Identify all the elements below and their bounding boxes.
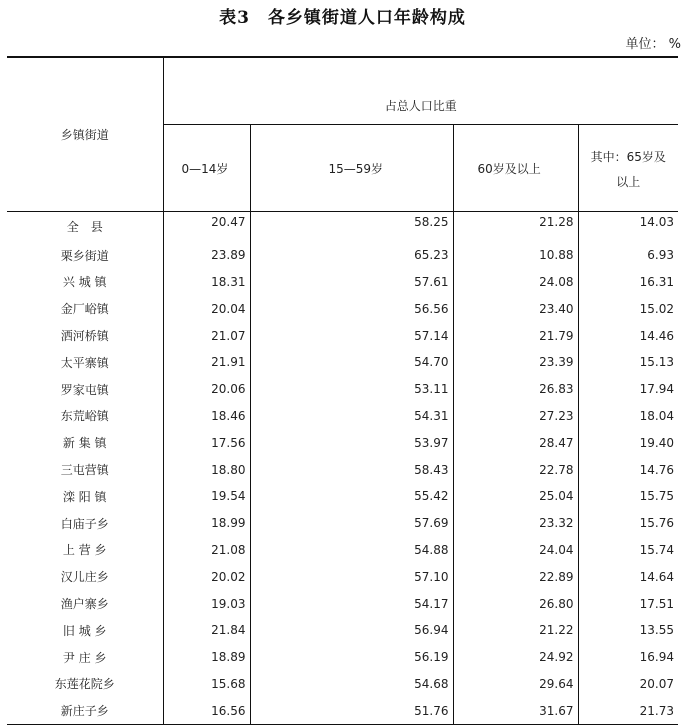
age-0-14-cell: 18.31 [163, 269, 250, 296]
age-60-plus-cell: 24.08 [453, 269, 578, 296]
age-0-14-cell: 20.04 [163, 295, 250, 322]
age-65-plus-cell: 14.03 [578, 212, 678, 242]
age-15-59-cell: 57.61 [250, 269, 453, 296]
table-row [7, 269, 678, 296]
age-60-plus-cell: 22.89 [453, 563, 578, 590]
region-name-cell: 太平寨镇 [60, 355, 109, 370]
age-15-59-cell: 58.25 [250, 212, 453, 242]
age-15-59-cell: 51.76 [250, 697, 453, 724]
header-age-60-plus: 60岁及以上 [453, 125, 578, 212]
table-row [7, 295, 678, 322]
unit-label: 单位： % [625, 37, 681, 52]
table-row [7, 697, 678, 724]
region-name-cell: 东莲花院乡 [54, 677, 115, 692]
age-65-plus-cell: 16.31 [578, 269, 678, 296]
age-60-plus-cell: 24.92 [453, 644, 578, 671]
age-0-14-cell: 18.99 [163, 510, 250, 537]
region-name-cell: 上 营 乡 [62, 543, 107, 558]
region-name-cell: 新 集 镇 [62, 436, 107, 451]
region-name-cell: 东荒峪镇 [60, 409, 109, 424]
table-row [7, 376, 678, 403]
age-0-14-cell: 17.56 [163, 429, 250, 456]
age-15-59-cell: 54.70 [250, 349, 453, 376]
header-region: 乡镇街道 [7, 57, 163, 212]
region-name-cell: 尹 庄 乡 [62, 650, 107, 665]
age-65-plus-cell: 18.04 [578, 403, 678, 430]
table-row [7, 671, 678, 698]
table-row [7, 456, 678, 483]
age-60-plus-cell: 26.80 [453, 590, 578, 617]
age-60-plus-cell: 23.39 [453, 349, 578, 376]
age-65-plus-cell: 15.13 [578, 349, 678, 376]
region-name-cell: 栗乡街道 [60, 248, 109, 263]
age-0-14-cell: 19.54 [163, 483, 250, 510]
age-60-plus-cell: 28.47 [453, 429, 578, 456]
age-60-plus-cell: 31.67 [453, 697, 578, 724]
age-65-plus-cell: 14.64 [578, 563, 678, 590]
age-15-59-cell: 56.19 [250, 644, 453, 671]
region-name-cell: 滦 阳 镇 [62, 489, 107, 504]
table-row [7, 349, 678, 376]
age-65-plus-cell: 6.93 [578, 242, 678, 269]
age-65-plus-cell: 14.76 [578, 456, 678, 483]
age-15-59-cell: 53.97 [250, 429, 453, 456]
age-15-59-cell: 53.11 [250, 376, 453, 403]
age-0-14-cell: 19.03 [163, 590, 250, 617]
region-name-cell: 三屯营镇 [60, 463, 109, 478]
age-65-plus-cell: 15.76 [578, 510, 678, 537]
age-0-14-cell: 20.06 [163, 376, 250, 403]
header-age-65-plus-line1: 其中：65岁及 [590, 150, 666, 164]
age-0-14-cell: 23.89 [163, 242, 250, 269]
age-60-plus-cell: 24.04 [453, 537, 578, 564]
age-60-plus-cell: 25.04 [453, 483, 578, 510]
age-60-plus-cell: 23.32 [453, 510, 578, 537]
age-15-59-cell: 56.56 [250, 295, 453, 322]
age-65-plus-cell: 15.75 [578, 483, 678, 510]
table-title: 表3 各乡镇街道人口年龄构成 [219, 8, 466, 28]
age-60-plus-cell: 26.83 [453, 376, 578, 403]
age-60-plus-cell: 29.64 [453, 671, 578, 698]
table-row [7, 322, 678, 349]
table-body [7, 212, 678, 725]
age-0-14-cell: 21.91 [163, 349, 250, 376]
region-name-cell: 新庄子乡 [7, 697, 163, 724]
age-60-plus-cell: 21.22 [453, 617, 578, 644]
age-0-14-cell: 18.46 [163, 403, 250, 430]
age-60-plus-cell: 27.23 [453, 403, 578, 430]
age-15-59-cell: 54.68 [250, 671, 453, 698]
age-0-14-cell: 21.07 [163, 322, 250, 349]
age-65-plus-cell: 21.73 [578, 697, 678, 724]
header-age-0-14: 0—14岁 [163, 125, 250, 212]
age-0-14-cell: 20.47 [163, 212, 250, 242]
age-0-14-cell: 16.56 [163, 697, 250, 724]
table-row [7, 403, 678, 430]
age-0-14-cell: 18.89 [163, 644, 250, 671]
region-name-cell: 汉儿庄乡 [60, 570, 109, 585]
age-60-plus-cell: 21.28 [453, 212, 578, 242]
age-65-plus-cell: 15.74 [578, 537, 678, 564]
age-15-59-cell: 54.88 [250, 537, 453, 564]
age-60-plus-cell: 23.40 [453, 295, 578, 322]
header-age-65-plus-line2: 以上 [616, 175, 641, 189]
region-name-cell: 金厂峪镇 [60, 302, 109, 317]
age-0-14-cell: 20.02 [163, 563, 250, 590]
table-row [7, 590, 678, 617]
age-15-59-cell: 55.42 [250, 483, 453, 510]
age-15-59-cell: 58.43 [250, 456, 453, 483]
table-row [7, 537, 678, 564]
region-name-cell: 旧 城 乡 [62, 623, 107, 638]
age-15-59-cell: 57.14 [250, 322, 453, 349]
table-row [7, 563, 678, 590]
age-65-plus-cell: 19.40 [578, 429, 678, 456]
age-60-plus-cell: 10.88 [453, 242, 578, 269]
table-row [7, 212, 678, 242]
age-65-plus-cell: 13.55 [578, 617, 678, 644]
age-15-59-cell: 57.10 [250, 563, 453, 590]
region-name-cell: 渔户寨乡 [60, 597, 109, 612]
age-15-59-cell: 57.69 [250, 510, 453, 537]
region-name-cell: 洒河桥镇 [60, 329, 109, 344]
age-60-plus-cell: 21.79 [453, 322, 578, 349]
age-65-plus-cell: 17.94 [578, 376, 678, 403]
region-name-cell: 罗家屯镇 [60, 382, 109, 397]
age-0-14-cell: 21.08 [163, 537, 250, 564]
age-structure-table [7, 56, 678, 725]
table-header [7, 57, 678, 212]
age-15-59-cell: 54.17 [250, 590, 453, 617]
age-0-14-cell: 18.80 [163, 456, 250, 483]
header-age-65-plus [578, 125, 678, 212]
age-15-59-cell: 56.94 [250, 617, 453, 644]
age-65-plus-cell: 15.02 [578, 295, 678, 322]
header-age-15-59: 15—59岁 [250, 125, 453, 212]
table-row [7, 644, 678, 671]
table-row [7, 510, 678, 537]
age-0-14-cell: 15.68 [163, 671, 250, 698]
region-name-cell: 白庙子乡 [60, 516, 109, 531]
age-65-plus-cell: 17.51 [578, 590, 678, 617]
region-name-cell: 全 县 [7, 212, 163, 242]
age-60-plus-cell: 22.78 [453, 456, 578, 483]
table-row [7, 242, 678, 269]
table-row [7, 617, 678, 644]
age-65-plus-cell: 14.46 [578, 322, 678, 349]
region-name-cell: 兴 城 镇 [62, 275, 107, 290]
table-row [7, 429, 678, 456]
header-population-share: 占总人口比重 [163, 57, 678, 125]
table-row [7, 483, 678, 510]
age-15-59-cell: 54.31 [250, 403, 453, 430]
age-65-plus-cell: 16.94 [578, 644, 678, 671]
age-0-14-cell: 21.84 [163, 617, 250, 644]
age-65-plus-cell: 20.07 [578, 671, 678, 698]
age-15-59-cell: 65.23 [250, 242, 453, 269]
